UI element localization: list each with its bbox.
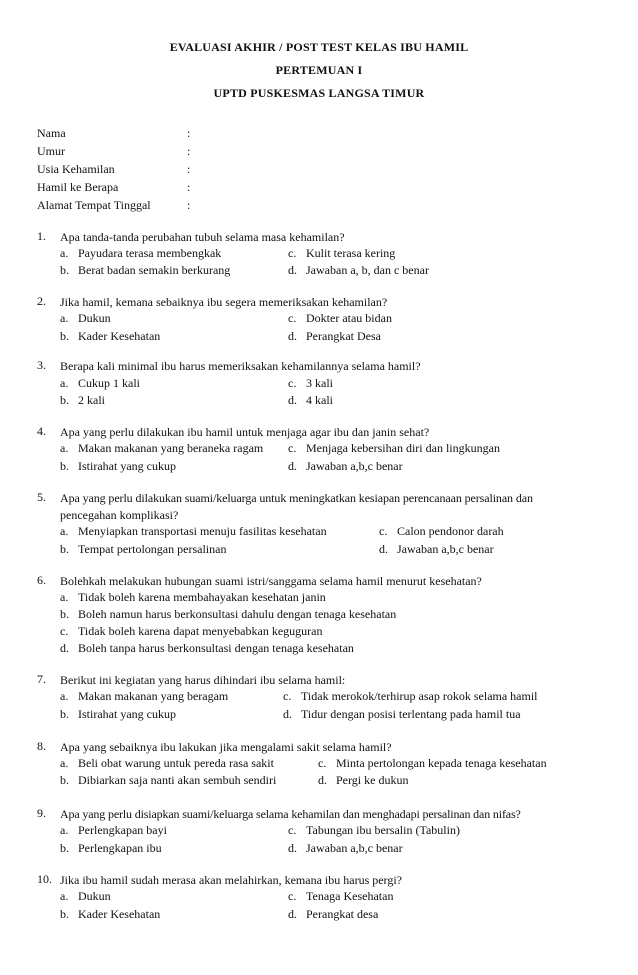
option-1d [288,263,429,278]
option-text: Makan makanan yang beraneka ragam [78,441,264,455]
option-9a [60,823,167,838]
option-letter: a. [60,590,69,604]
question-line: Berikut ini kegiatan yang harus dihindari ibu selama hamil: [60,673,346,687]
option-2d [288,329,381,344]
option-5c [379,524,504,539]
option-text: Perlengkapan ibu [78,841,162,855]
question-number: 2. [37,294,46,308]
option-3b [60,393,105,408]
option-2c [288,311,392,326]
field-colon: : [187,162,191,176]
option-9b [60,841,162,856]
field-colon: : [187,180,191,194]
option-text: Tempat pertolongan persalinan [78,542,227,556]
question-number: 7. [37,672,46,686]
option-2b [60,329,160,344]
option-text: Boleh namun harus berkonsultasi dahulu dengan tenaga kesehatan [78,607,397,621]
option-3d [288,393,333,408]
question-number: 1. [37,229,46,243]
option-letter: c. [379,524,388,538]
option-7b [60,707,176,722]
option-4a [60,441,263,456]
question-number: 5. [37,490,46,504]
question-text [60,672,617,688]
option-text: Tidak merokok/terhirup asap rokok selama hamil [301,689,538,703]
option-letter: d. [288,329,297,343]
question-line: Apa yang perlu disiapkan suami/keluarga selama kehamilan dan menghadapi persalinan dan nifas? [60,807,521,821]
question-number: 9. [37,806,46,820]
option-4d [288,459,403,474]
option-text: Dukun [78,889,111,903]
option-5b [60,542,226,557]
option-text: Istirahat yang cukup [78,459,176,473]
option-letter: a. [60,441,69,455]
option-text: Dibiarkan saja nanti akan sembuh sendiri [78,773,277,787]
field-colon: : [187,144,191,158]
field-label: Hamil ke Berapa [37,180,119,194]
option-text: Menjaga kebersihan diri dan lingkungan [306,441,500,455]
field-colon: : [187,198,191,212]
option-letter: b. [60,707,69,721]
question-number: 6. [37,573,46,587]
field-label: Umur [37,144,65,158]
question-line: pencegahan komplikasi? [60,508,179,522]
option-letter: b. [60,607,69,621]
question-text [60,294,617,310]
option-text: Beli obat warung untuk pereda rasa sakit [78,756,274,770]
option-text: Cukup 1 kali [78,376,140,390]
option-text: 4 kali [306,393,333,407]
question-text [60,424,617,440]
option-letter: a. [60,311,69,325]
document-subtitle-institution: UPTD PUSKESMAS LANGSA TIMUR [213,86,425,100]
document-title: EVALUASI AKHIR / POST TEST KELAS IBU HAMIL [169,40,469,54]
option-letter: b. [60,841,69,855]
option-letter: a. [60,823,69,837]
option-text: Payudara terasa membengkak [78,246,222,260]
question-number: 8. [37,739,46,753]
option-letter: c. [288,246,297,260]
option-text: Tabungan ibu bersalin (Tabulin) [306,823,460,837]
field-label: Nama [37,126,66,140]
option-letter: d. [288,841,297,855]
option-letter: c. [288,311,297,325]
option-letter: c. [283,689,292,703]
option-text: Tidak boleh karena membahayakan kesehatan janin [78,590,326,604]
option-text: Jawaban a,b,c benar [397,542,494,556]
option-letter: b. [60,393,69,407]
option-text: Perangkat Desa [306,329,381,343]
field-label: Usia Kehamilan [37,162,115,176]
option-5a [60,524,327,539]
option-letter: d. [283,707,292,721]
question-line: Berapa kali minimal ibu harus memeriksakan kehamilannya selama hamil? [60,359,421,373]
option-8b [60,773,276,788]
document-subtitle-session: PERTEMUAN I [275,63,363,77]
option-1c [288,246,395,261]
option-text: Perlengkapan bayi [78,823,167,837]
option-10a [60,889,111,904]
question-text [60,490,617,524]
option-7d [283,707,521,722]
question-text [60,229,617,245]
option-letter: c. [318,756,327,770]
option-text: Tenaga Kesehatan [306,889,394,903]
option-letter: c. [288,889,297,903]
option-text: Jawaban a,b,c benar [306,459,403,473]
option-text: Tidak boleh karena dapat menyebabkan keguguran [78,624,323,638]
option-text: Jawaban a, b, dan c benar [306,263,429,277]
option-letter: b. [60,459,69,473]
question-line: Apa yang perlu dilakukan suami/keluarga untuk meningkatkan kesiapan perencanaan persalinan dan [60,491,533,505]
option-6a [60,590,326,605]
option-6d [60,641,354,656]
option-letter: b. [60,907,69,921]
option-letter: c. [288,823,297,837]
option-letter: a. [60,524,69,538]
option-text: Pergi ke dukun [336,773,409,787]
option-7a [60,689,228,704]
option-text: Dokter atau bidan [306,311,392,325]
option-8c [318,756,547,771]
option-1a [60,246,221,261]
option-letter: b. [60,542,69,556]
option-text: 3 kali [306,376,333,390]
option-7c [283,689,538,704]
option-letter: a. [60,889,69,903]
option-letter: d. [288,459,297,473]
option-letter: a. [60,756,69,770]
option-letter: b. [60,329,69,343]
option-letter: a. [60,376,69,390]
option-text: Kader Kesehatan [78,329,161,343]
field-label: Alamat Tempat Tinggal [37,198,151,212]
question-line: Apa yang sebaiknya ibu lakukan jika mengalami sakit selama hamil? [60,740,392,754]
question-line: Apa yang perlu dilakukan ibu hamil untuk menjaga agar ibu dan janin sehat? [60,425,430,439]
field-colon: : [187,126,191,140]
option-letter: b. [60,263,69,277]
question-text [60,872,617,888]
option-3c [288,376,333,391]
option-1b [60,263,230,278]
option-text: Kader Kesehatan [78,907,161,921]
option-8a [60,756,274,771]
option-9d [288,841,403,856]
option-10b [60,907,160,922]
option-8d [318,773,408,788]
option-letter: d. [60,641,69,655]
question-number: 10. [37,872,52,886]
option-letter: d. [288,907,297,921]
question-text [60,573,617,589]
option-text: Makan makanan yang beragam [78,689,229,703]
option-letter: d. [318,773,327,787]
option-letter: a. [60,689,69,703]
option-text: Kulit terasa kering [306,246,396,260]
question-line: Bolehkah melakukan hubungan suami istri/sanggama selama hamil menurut kesehatan? [60,574,482,588]
option-text: Jawaban a,b,c benar [306,841,403,855]
option-text: Minta pertolongan kepada tenaga kesehatan [336,756,547,770]
option-text: Dukun [78,311,111,325]
option-letter: c. [288,441,297,455]
option-letter: d. [288,393,297,407]
option-10d [288,907,378,922]
option-text: Calon pendonor darah [397,524,504,538]
question-text [60,358,617,374]
option-letter: c. [288,376,297,390]
option-2a [60,311,111,326]
option-letter: c. [60,624,69,638]
option-5d [379,542,494,557]
option-9c [288,823,460,838]
option-text: 2 kali [78,393,105,407]
question-number: 4. [37,424,46,438]
option-4c [288,441,500,456]
question-line: Jika hamil, kemana sebaiknya ibu segera memeriksakan kehamilan? [60,295,388,309]
option-letter: d. [379,542,388,556]
option-text: Perangkat desa [306,907,379,921]
question-number: 3. [37,358,46,372]
option-letter: b. [60,773,69,787]
option-letter: a. [60,246,69,260]
question-text [60,806,617,822]
option-6c [60,624,322,639]
option-letter: d. [288,263,297,277]
option-text: Boleh tanpa harus berkonsultasi dengan tenaga kesehatan [78,641,354,655]
question-text [60,739,617,755]
option-4b [60,459,176,474]
option-text: Tidur dengan posisi terlentang pada hamil tua [301,707,521,721]
option-3a [60,376,140,391]
question-line: Jika ibu hamil sudah merasa akan melahirkan, kemana ibu harus pergi? [60,873,402,887]
option-text: Istirahat yang cukup [78,707,176,721]
option-text: Menyiapkan transportasi menuju fasilitas kesehatan [78,524,327,538]
option-text: Berat badan semakin berkurang [78,263,231,277]
option-10c [288,889,393,904]
question-line: Apa tanda-tanda perubahan tubuh selama masa kehamilan? [60,230,345,244]
option-6b [60,607,396,622]
